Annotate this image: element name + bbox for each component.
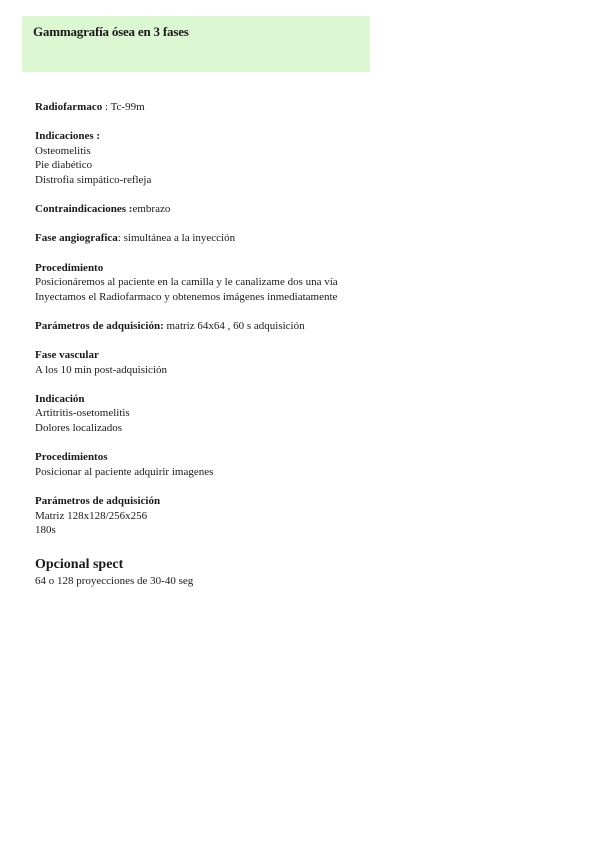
indicaciones-label: Indicaciones : — [35, 130, 101, 143]
page-title: Gammagrafía ósea en 3 fases — [33, 24, 189, 39]
indicaciones-item: Distrofia simpático-refleja — [35, 173, 152, 186]
procedimiento-line: Posicionáremos al paciente en la camilla y le canalizame dos una vía — [35, 276, 338, 289]
indicacion-line: Dolores localizados — [35, 422, 123, 435]
indicacion-line: Artitritis-osetomelitis — [35, 407, 130, 420]
fase-vascular-line: A los 10 min post-adquisición — [35, 363, 167, 376]
contraindicaciones-section — [35, 202, 575, 217]
fase-angiografica-label: Fase angiografica — [35, 232, 118, 245]
indicaciones-item: Osteomelitis — [35, 144, 91, 157]
opcional-spect-heading: Opcional spect — [35, 556, 124, 572]
opcional-spect-line: 64 o 128 proyecciones de 30-40 seg — [35, 574, 194, 587]
indicacion-label: Indicación — [35, 392, 85, 405]
procedimiento-section — [35, 261, 575, 305]
parametros-value-1: matriz 64x64 , 60 s adquisición — [163, 319, 305, 332]
radiofarmaco-value: : Tc-99m — [102, 101, 145, 113]
parametros-line-2: Matriz 128x128/256x256 — [35, 509, 148, 522]
radiofarmaco-label: Radiofarmaco — [35, 101, 103, 113]
radiofarmaco-line — [35, 100, 575, 115]
fase-vascular-label: Fase vascular — [35, 349, 99, 362]
parametros-section-2 — [35, 494, 575, 538]
parametros-label-1: Parámetros de adquisición: — [35, 319, 164, 332]
procedimientos-line: Posicionar al paciente adquirir imagenes — [35, 465, 214, 478]
fase-angiografica-line — [35, 231, 575, 246]
parametros-label-2: Parámetros de adquisición — [35, 495, 161, 508]
radiofarmaco-section — [35, 100, 575, 115]
procedimiento-label: Procedimiento — [35, 261, 104, 274]
fase-angiografica-section — [35, 231, 575, 246]
parametros-line-1 — [35, 319, 575, 334]
contraindicaciones-line — [35, 202, 575, 217]
procedimientos-label: Procedimientos — [35, 451, 108, 464]
fase-angiografica-value: : simultánea a la inyección — [117, 232, 236, 245]
indicaciones-section — [35, 129, 575, 187]
title-banner — [22, 16, 370, 72]
fase-vascular-section — [35, 348, 575, 377]
contraindicaciones-value: embrazo — [132, 203, 171, 216]
procedimientos-section — [35, 450, 575, 479]
parametros-section-1 — [35, 319, 575, 334]
indicacion-section — [35, 392, 575, 436]
opcional-spect-section — [35, 556, 575, 589]
contraindicaciones-label: Contraindicaciones : — [35, 203, 133, 216]
document-body — [35, 100, 575, 603]
indicaciones-item: Pie diabético — [35, 159, 93, 172]
parametros-line-2: 180s — [35, 524, 56, 537]
procedimiento-line: Inyectamos el Radiofarmaco y obtenemos imágenes inmediatamente — [35, 290, 338, 303]
